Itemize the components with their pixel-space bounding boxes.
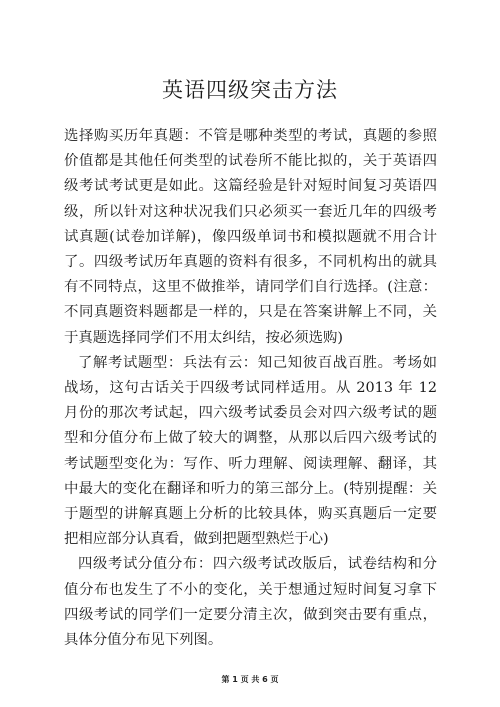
paragraph-exam-format: 了解考试题型：兵法有云：知己知彼百战百胜。考场如战场，这句古话关于四级考试同样适用。从 2013 年 12 月份的那次考试起，四六级考试委员会对四六级考试的题型和分值分布上做了较大的调整，从那以后四六级考试的考试题型变化为：写作、听力理解、阅读理解、翻译，其中最大的变化在翻译和听力的第三部分上。(特别提醒：关于题型的讲解真题上分析的比较具体，购买真题后一定要把相应部分认真看，做到把题型熟烂于心)	[64, 354, 437, 548]
paragraph-past-exams: 选择购买历年真题：不管是哪种类型的考试，真题的参照价值都是其他任何类型的试卷所不能比拟的，关于英语四级考试考试更是如此。这篇经验是针对短时间复习英语四级，所以针对这种状况我们只必须买一套近几年的四级考试真题(试卷加详解)，像四级单词书和模拟题就不用合计了。四级考试历年真题的资料有很多，不同机构出的就具有不同特点，这里不做推举，请同学们自行选择。(注意：不同真题资料题都是一样的，只是在答案讲解上不同，关于真题选择同学们不用太纠结，按必须选购)	[64, 128, 437, 346]
document-title: 英语四级突击方法	[162, 78, 338, 102]
page-number-footer: 第 1 页 共 6 页	[221, 675, 279, 684]
document-body	[64, 124, 437, 653]
paragraph-score-distribution: 四级考试分值分布：四六级考试改版后，试卷结构和分值分布也发生了不小的变化，关于想通过短时间复习拿下四级考试的同学们一定要分清主次，做到突击要有重点，具体分值分布见下列图。	[64, 556, 437, 649]
